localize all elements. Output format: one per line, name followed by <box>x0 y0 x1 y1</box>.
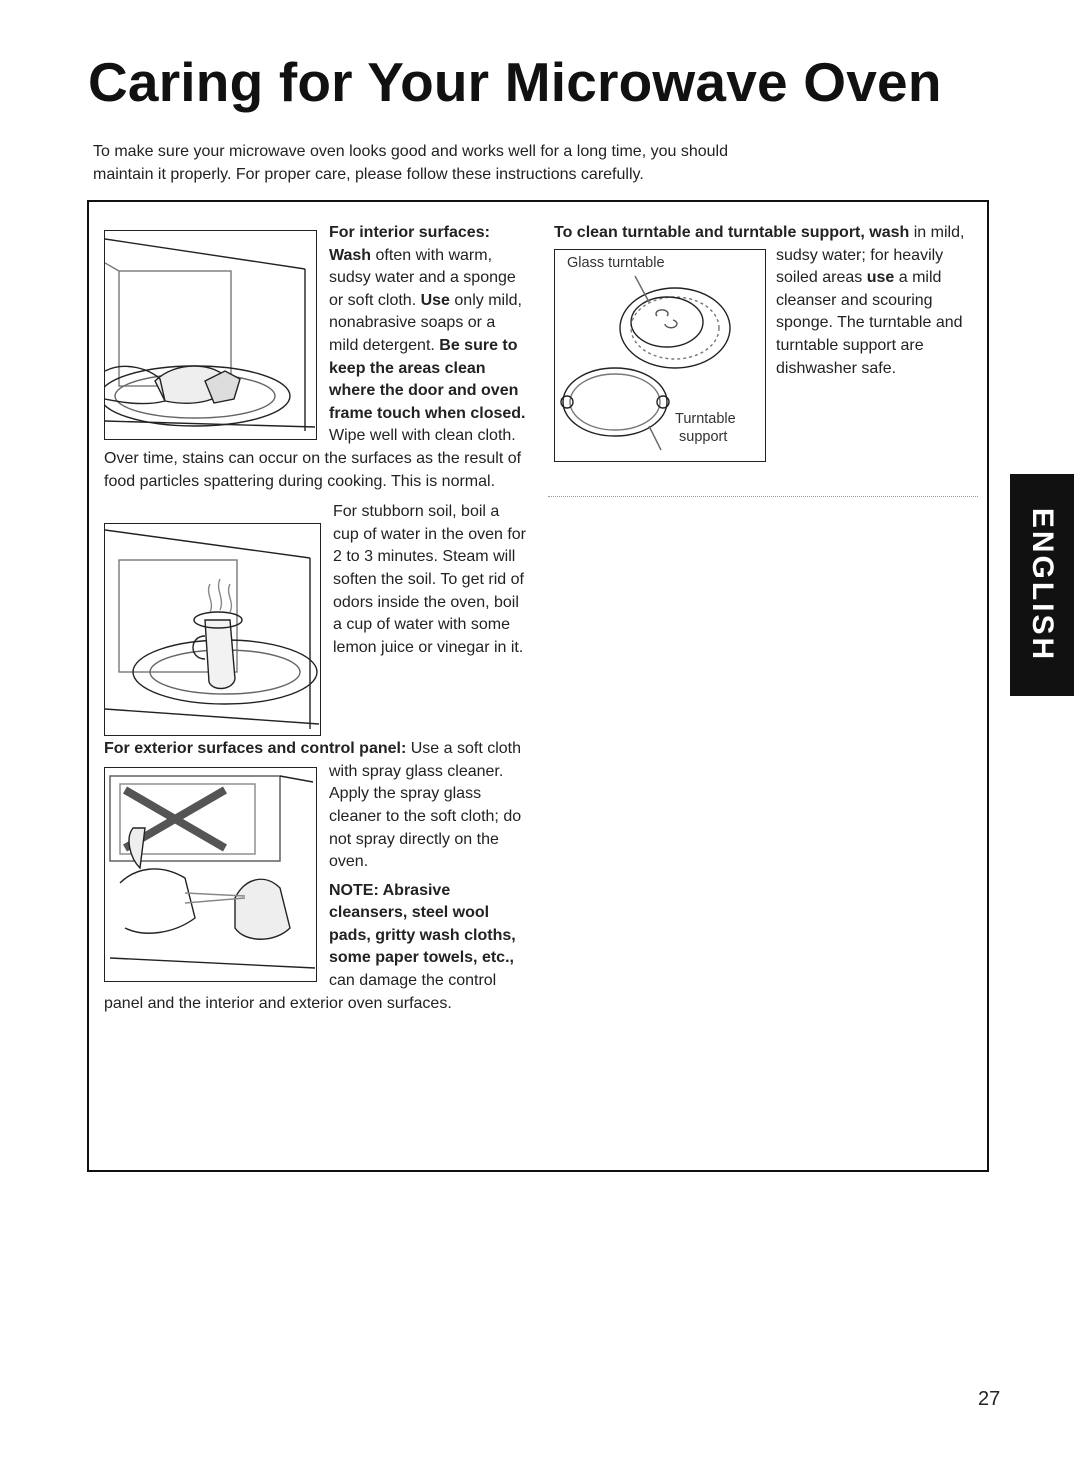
interior-bold-warning: Be sure to keep the areas clean where the door and oven frame touch when closed. <box>329 336 526 422</box>
right-column <box>554 222 976 464</box>
page-title: Caring for Your Microwave Oven <box>88 51 942 113</box>
exterior-text-2: can damage the control panel and the interior and exterior oven surfaces. <box>104 972 497 1012</box>
stubborn-soil-text: For stubborn soil, boil a cup of water in the oven for 2 to 3 minutes. Steam will soften the soil. To get rid of odors inside the oven, boil a cup of water with some lemon juice or vinegar in it. <box>333 503 526 656</box>
stubborn-soil-section <box>104 501 529 659</box>
care-instructions-box <box>87 200 989 1172</box>
interior-stains-paragraph: Over time, stains can occur on the surfaces as the result of food particles spattering during cooking. This is normal. <box>104 449 522 490</box>
interior-text-1: often with warm, sudsy water and a sponge or soft cloth. <box>329 246 516 309</box>
turntable-illustration <box>554 249 766 462</box>
turntable-heading: To clean turntable and turntable support, wash <box>554 224 914 241</box>
exterior-cleaning-illustration <box>104 767 317 982</box>
turntable-support-label-2: support <box>679 428 728 445</box>
glass-turntable-label: Glass turntable <box>567 254 665 271</box>
steam-cup-illustration <box>104 523 321 736</box>
turntable-use-bold: use <box>866 269 899 287</box>
dotted-separator <box>548 496 978 497</box>
interior-section <box>104 222 529 448</box>
language-tab-label: ENGLISH <box>1026 507 1059 663</box>
exterior-text-1: Use a soft cloth with spray glass cleaner. Apply the spray glass cleaner to the soft cloth; do not spray directly on the oven. <box>329 740 522 871</box>
intro-line-2: maintain it properly. For proper care, please follow these instructions carefully. <box>93 166 644 183</box>
exterior-heading: For exterior surfaces and control panel: <box>104 740 411 758</box>
turntable-support-label-1: Turntable <box>675 410 736 427</box>
exterior-note-bold: NOTE: Abrasive cleansers, steel wool pads, gritty wash cloths, some paper towels, etc., <box>329 881 516 967</box>
intro-line-1: To make sure your microwave oven looks good and works well for a long time, you should <box>93 143 728 160</box>
turntable-section <box>554 222 976 445</box>
page-number: 27 <box>978 1388 1001 1410</box>
turntable-text-2: a mild cleanser and scouring sponge. The turntable and turntable support are dishwasher safe. <box>776 269 963 377</box>
interior-wipe-illustration <box>104 230 317 440</box>
left-column <box>104 222 529 1015</box>
exterior-section <box>104 738 529 1015</box>
language-tab <box>1010 474 1074 696</box>
interior-text-3: Wipe well with clean cloth. <box>329 427 516 445</box>
interior-use-bold: Use <box>420 291 455 309</box>
interior-text-2: only mild, nonabrasive soaps or a mild detergent. <box>329 291 522 354</box>
interior-heading: For interior surfaces: Wash <box>329 224 490 264</box>
turntable-text-1: in mild, sudsy water; for heavily soiled areas <box>776 224 965 287</box>
intro-paragraph <box>93 140 873 186</box>
